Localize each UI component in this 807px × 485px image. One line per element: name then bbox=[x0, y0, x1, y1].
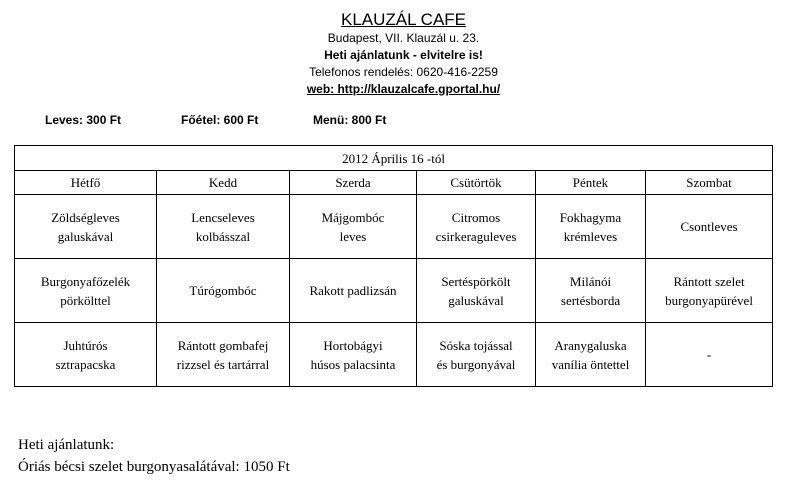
price-list bbox=[0, 113, 807, 129]
dish-cell: Burgonyafőzelék pörkölttel bbox=[15, 259, 157, 323]
day-header: Péntek bbox=[536, 171, 646, 195]
dish-cell: Rántott szelet burgonyapürével bbox=[646, 259, 773, 323]
dish-cell: Sóska tojással és burgonyával bbox=[417, 323, 536, 387]
price-menu: Menü: 800 Ft bbox=[313, 113, 387, 127]
footer-special: Óriás bécsi szelet burgonyasalátával: 1050 Ft bbox=[18, 459, 290, 475]
header bbox=[0, 9, 807, 98]
day-header: Hétfő bbox=[15, 171, 157, 195]
dish-cell: Zöldségleves galuskával bbox=[15, 195, 157, 259]
dish-cell: Csontleves bbox=[646, 195, 773, 259]
day-header: Szombat bbox=[646, 171, 773, 195]
dish-cell: Túrógombóc bbox=[157, 259, 290, 323]
day-header: Szerda bbox=[290, 171, 417, 195]
dish-cell: Milánói sertésborda bbox=[536, 259, 646, 323]
day-header: Csütörtök bbox=[417, 171, 536, 195]
price-main: Főétel: 600 Ft bbox=[181, 113, 259, 127]
day-header: Kedd bbox=[157, 171, 290, 195]
weekly-offer-heading: Heti ajánlatunk - elvitelre is! bbox=[324, 48, 483, 62]
dish-cell: Rántott gombafej rizzsel és tartárral bbox=[157, 323, 290, 387]
dish-cell: Aranygaluska vanília öntettel bbox=[536, 323, 646, 387]
dish-cell: Lencseleves kolbásszal bbox=[157, 195, 290, 259]
menu-date: 2012 Április 16 -tól bbox=[15, 146, 773, 171]
dish-cell: - bbox=[646, 323, 773, 387]
table-row bbox=[15, 323, 773, 387]
dish-cell: Májgombóc leves bbox=[290, 195, 417, 259]
weekly-menu-table bbox=[14, 145, 773, 387]
footer-heading: Heti ajánlatunk: bbox=[18, 437, 115, 453]
footer-offer bbox=[18, 434, 290, 478]
dish-cell: Fokhagyma krémleves bbox=[536, 195, 646, 259]
cafe-title: KLAUZÁL CAFE bbox=[340, 10, 467, 29]
price-soup: Leves: 300 Ft bbox=[45, 113, 122, 127]
dish-cell: Rakott padlizsán bbox=[290, 259, 417, 323]
dish-cell: Juhtúrós sztrapacska bbox=[15, 323, 157, 387]
address: Budapest, VII. Klauzál u. 23. bbox=[327, 31, 480, 45]
table-row bbox=[15, 259, 773, 323]
dish-cell: Sertéspörkölt galuskával bbox=[417, 259, 536, 323]
dish-cell: Citromos csirkeraguleves bbox=[417, 195, 536, 259]
dish-cell: Hortobágyi húsos palacsinta bbox=[290, 323, 417, 387]
website-link[interactable]: web: http://klauzalcafe.gportal.hu/ bbox=[306, 82, 501, 96]
phone-order: Telefonos rendelés: 0620-416-2259 bbox=[309, 65, 498, 79]
table-row bbox=[15, 195, 773, 259]
